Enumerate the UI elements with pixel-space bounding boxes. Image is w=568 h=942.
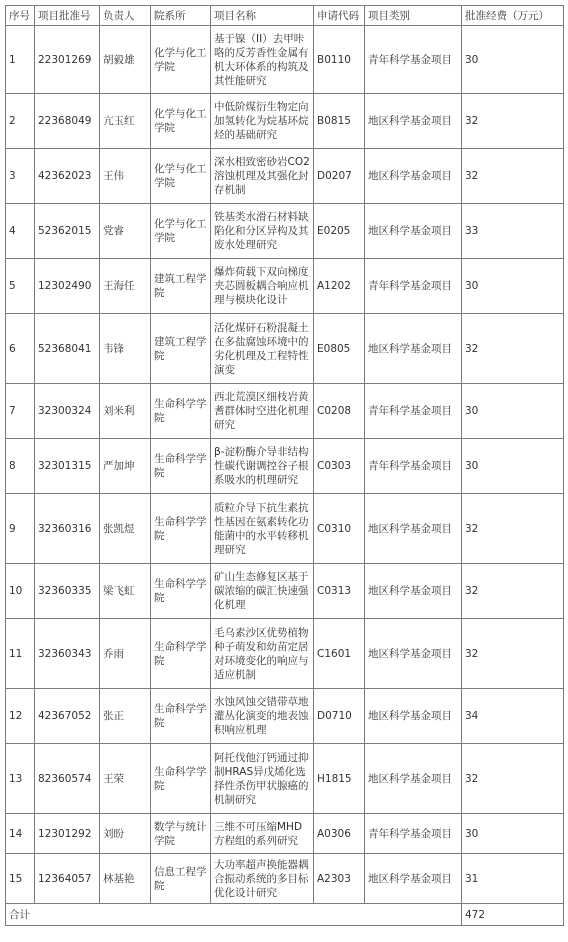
row-leader: 梁飞虹 [100, 564, 151, 619]
row-leader: 张正 [100, 689, 151, 744]
row-code: C0208 [314, 384, 365, 439]
header-row [6, 6, 564, 26]
table-row [6, 689, 564, 744]
row-dept: 生命科学学院 [151, 689, 211, 744]
row-funds: 31 [462, 854, 564, 904]
row-funds: 32 [462, 314, 564, 384]
row-category: 地区科学基金项目 [365, 564, 462, 619]
row-title: 深水相致密砂岩CO2溶蚀机理及其强化封存机制 [211, 149, 314, 204]
row-no: 1 [6, 26, 35, 94]
row-title: 西北荒漠区细枝岩黄耆群体时空进化机理研究 [211, 384, 314, 439]
row-title: 爆炸荷载下双向梯度夹芯圆板耦合响应机理与模块化设计 [211, 259, 314, 314]
row-no: 9 [6, 494, 35, 564]
header-no: 序号 [6, 6, 35, 26]
row-approval: 22368049 [35, 94, 100, 149]
row-no: 8 [6, 439, 35, 494]
row-dept: 数学与统计学院 [151, 814, 211, 854]
row-leader: 韦锋 [100, 314, 151, 384]
row-approval: 42367052 [35, 689, 100, 744]
row-approval: 42362023 [35, 149, 100, 204]
row-code: C0303 [314, 439, 365, 494]
row-leader: 王海任 [100, 259, 151, 314]
row-leader: 张凯煜 [100, 494, 151, 564]
row-leader: 严加坤 [100, 439, 151, 494]
row-funds: 33 [462, 204, 564, 259]
row-dept: 化学与化工学院 [151, 149, 211, 204]
table-row [6, 149, 564, 204]
row-title: 三维不可压缩MHD方程组的系列研究 [211, 814, 314, 854]
row-approval: 52362015 [35, 204, 100, 259]
row-approval: 82360574 [35, 744, 100, 814]
row-category: 青年科学基金项目 [365, 26, 462, 94]
row-code: A1202 [314, 259, 365, 314]
row-category: 地区科学基金项目 [365, 744, 462, 814]
row-no: 6 [6, 314, 35, 384]
row-code: H1815 [314, 744, 365, 814]
table-row [6, 619, 564, 689]
row-no: 14 [6, 814, 35, 854]
row-funds: 30 [462, 384, 564, 439]
row-no: 12 [6, 689, 35, 744]
header-leader: 负责人 [100, 6, 151, 26]
row-title: 水蚀风蚀交错带草地灌丛化演变的地表蚀积响应机理 [211, 689, 314, 744]
row-category: 地区科学基金项目 [365, 494, 462, 564]
row-dept: 建筑工程学院 [151, 259, 211, 314]
header-approval: 项目批准号 [35, 6, 100, 26]
row-dept: 化学与化工学院 [151, 94, 211, 149]
header-category: 项目类别 [365, 6, 462, 26]
row-no: 4 [6, 204, 35, 259]
header-funds: 批准经费（万元） [462, 6, 564, 26]
row-dept: 建筑工程学院 [151, 314, 211, 384]
row-title: 矿山生态修复区基于碳浓缩的碳汇快速强化机理 [211, 564, 314, 619]
row-funds: 34 [462, 689, 564, 744]
grant-table [5, 5, 564, 926]
row-no: 3 [6, 149, 35, 204]
table-row [6, 94, 564, 149]
row-dept: 化学与化工学院 [151, 204, 211, 259]
table-row [6, 204, 564, 259]
row-code: B0110 [314, 26, 365, 94]
row-code: C0310 [314, 494, 365, 564]
row-approval: 32360335 [35, 564, 100, 619]
row-dept: 生命科学学院 [151, 439, 211, 494]
row-funds: 32 [462, 744, 564, 814]
row-category: 地区科学基金项目 [365, 149, 462, 204]
row-leader: 党睿 [100, 204, 151, 259]
row-funds: 32 [462, 94, 564, 149]
row-approval: 32301315 [35, 439, 100, 494]
header-title: 项目名称 [211, 6, 314, 26]
row-category: 青年科学基金项目 [365, 259, 462, 314]
row-funds: 30 [462, 814, 564, 854]
row-dept: 生命科学学院 [151, 619, 211, 689]
row-approval: 12364057 [35, 854, 100, 904]
row-leader: 刘米利 [100, 384, 151, 439]
row-dept: 信息工程学院 [151, 854, 211, 904]
row-dept: 生命科学学院 [151, 494, 211, 564]
row-code: E0205 [314, 204, 365, 259]
row-category: 地区科学基金项目 [365, 94, 462, 149]
row-approval: 52368041 [35, 314, 100, 384]
row-title: β-淀粉酶介导非结构性碳代谢调控谷子根系吸水的机理研究 [211, 439, 314, 494]
header-code: 申请代码 [314, 6, 365, 26]
row-leader: 胡毅雄 [100, 26, 151, 94]
row-category: 地区科学基金项目 [365, 619, 462, 689]
table-row [6, 494, 564, 564]
row-no: 15 [6, 854, 35, 904]
row-leader: 王伟 [100, 149, 151, 204]
row-title: 大功率超声换能器耦合振动系统的多目标优化设计研究 [211, 854, 314, 904]
row-no: 11 [6, 619, 35, 689]
row-funds: 32 [462, 564, 564, 619]
row-leader: 亢玉红 [100, 94, 151, 149]
total-funds: 472 [462, 904, 564, 926]
total-label: 合计 [6, 904, 462, 926]
row-title: 阿托伐他汀钙通过抑制HRAS异戊烯化选择性杀伤甲状腺癌的机制研究 [211, 744, 314, 814]
row-title: 活化煤矸石粉混凝土在多盐腐蚀环境中的劣化机理及工程特性演变 [211, 314, 314, 384]
row-dept: 生命科学学院 [151, 744, 211, 814]
row-category: 青年科学基金项目 [365, 384, 462, 439]
row-approval: 12302490 [35, 259, 100, 314]
row-category: 青年科学基金项目 [365, 814, 462, 854]
row-code: C1601 [314, 619, 365, 689]
row-leader: 王荣 [100, 744, 151, 814]
row-leader: 林基艳 [100, 854, 151, 904]
row-funds: 32 [462, 619, 564, 689]
table-row [6, 314, 564, 384]
row-category: 地区科学基金项目 [365, 314, 462, 384]
row-no: 2 [6, 94, 35, 149]
row-code: C0313 [314, 564, 365, 619]
row-code: D0710 [314, 689, 365, 744]
row-code: E0805 [314, 314, 365, 384]
row-title: 中低阶煤衍生物定向加氢转化为烷基环烷烃的基础研究 [211, 94, 314, 149]
row-approval: 32360343 [35, 619, 100, 689]
row-leader: 刘盼 [100, 814, 151, 854]
row-category: 地区科学基金项目 [365, 689, 462, 744]
header-dept: 院系所 [151, 6, 211, 26]
row-funds: 30 [462, 26, 564, 94]
total-row [6, 904, 564, 926]
table-row [6, 384, 564, 439]
row-no: 13 [6, 744, 35, 814]
row-code: D0207 [314, 149, 365, 204]
row-funds: 32 [462, 149, 564, 204]
row-category: 青年科学基金项目 [365, 439, 462, 494]
row-category: 地区科学基金项目 [365, 204, 462, 259]
table-row [6, 26, 564, 94]
row-dept: 生命科学学院 [151, 384, 211, 439]
row-funds: 30 [462, 259, 564, 314]
row-funds: 30 [462, 439, 564, 494]
row-approval: 32300324 [35, 384, 100, 439]
row-no: 10 [6, 564, 35, 619]
row-leader: 乔雨 [100, 619, 151, 689]
row-category: 地区科学基金项目 [365, 854, 462, 904]
row-no: 5 [6, 259, 35, 314]
row-funds: 32 [462, 494, 564, 564]
row-code: A2303 [314, 854, 365, 904]
table-row [6, 259, 564, 314]
table-row [6, 854, 564, 904]
table-row [6, 564, 564, 619]
row-title: 质粒介导下抗生素抗性基因在氨素转化功能菌中的水平转移机理研究 [211, 494, 314, 564]
row-approval: 32360316 [35, 494, 100, 564]
row-approval: 22301269 [35, 26, 100, 94]
table-row [6, 744, 564, 814]
row-code: B0815 [314, 94, 365, 149]
row-code: A0306 [314, 814, 365, 854]
row-title: 毛乌素沙区优势植物种子萌发和幼苗定居对环境变化的响应与适应机制 [211, 619, 314, 689]
row-approval: 12301292 [35, 814, 100, 854]
row-title: 铁基类水滑石材料缺陷化和分区异构及其废水处理研究 [211, 204, 314, 259]
table-row [6, 814, 564, 854]
row-dept: 生命科学学院 [151, 564, 211, 619]
row-title: 基于镍（II）去甲咔咯的反芳香性金属有机大环体系的构筑及其性能研究 [211, 26, 314, 94]
table-row [6, 439, 564, 494]
row-no: 7 [6, 384, 35, 439]
row-dept: 化学与化工学院 [151, 26, 211, 94]
